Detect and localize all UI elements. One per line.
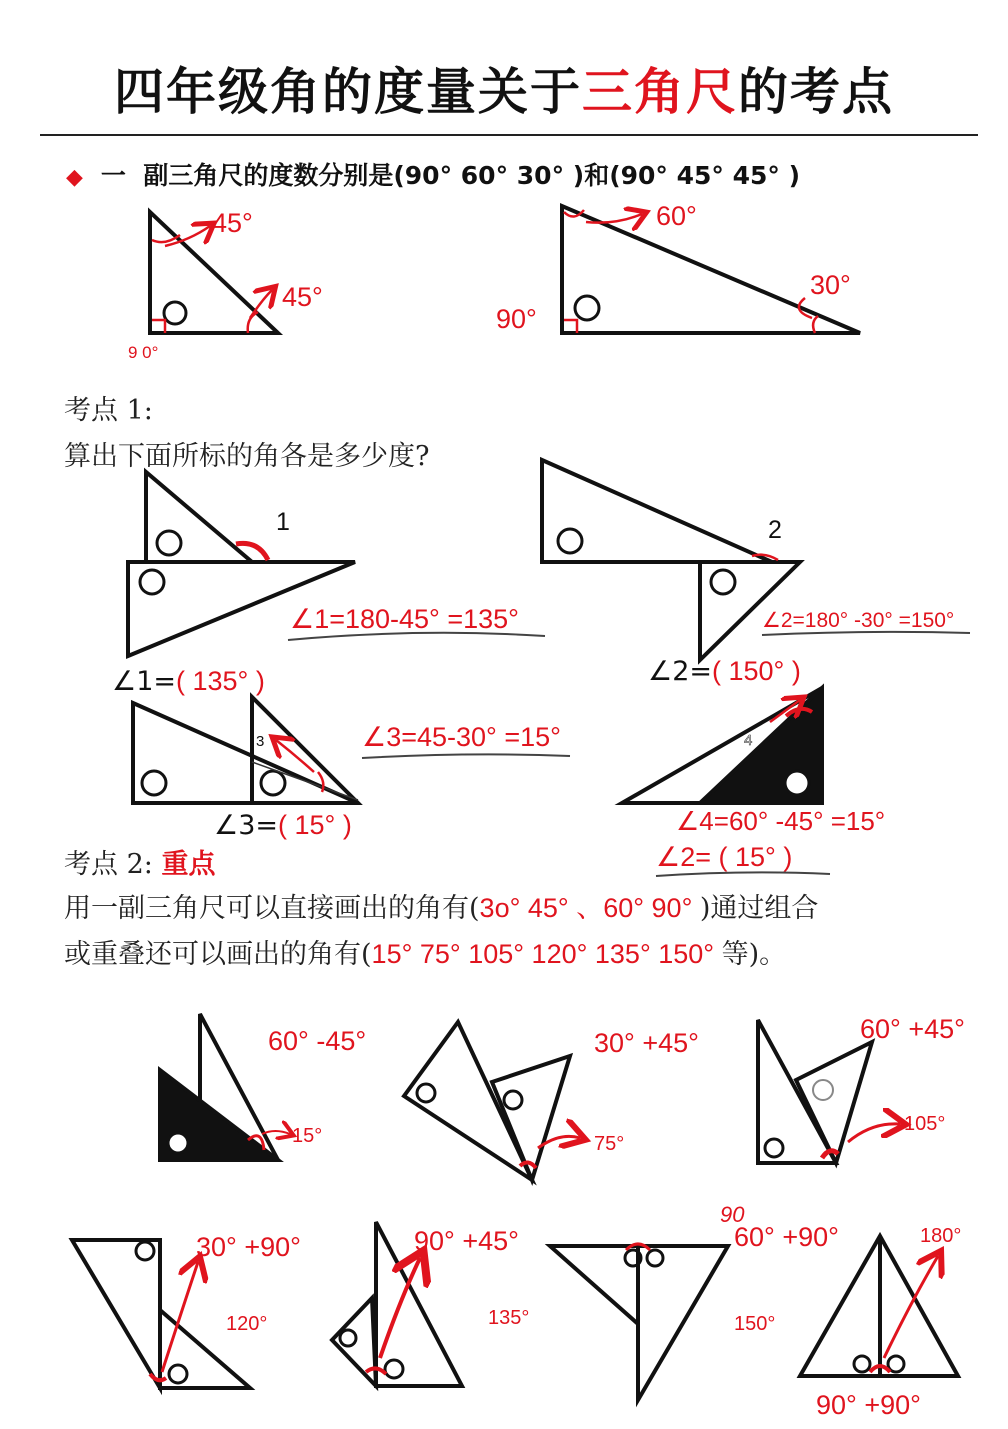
title-highlight: 三角尺: [582, 63, 738, 121]
point2-label: 考点 2: 重点: [64, 849, 216, 880]
point2-highlight: 重点: [161, 849, 216, 880]
q4-answer: ∠2= ( 15° ): [656, 842, 793, 872]
q3-work: ∠3=45-30° =15°: [362, 722, 561, 752]
combo-6-result: 150°: [734, 1313, 776, 1335]
q2-figure: [542, 460, 800, 660]
combo-4-figure: [72, 1240, 250, 1388]
q4-work: ∠4=60° -45° =15°: [676, 806, 886, 836]
combo-7-figure: [800, 1236, 958, 1376]
page-title: 四年级角的度量关于三角尺的考点: [114, 63, 894, 121]
combo-6-figure: [550, 1246, 728, 1400]
combo-2-formula: 30° +45°: [594, 1028, 699, 1058]
combo-7-formula: 90° +90°: [816, 1390, 921, 1420]
sq45-right-angle-label: 9 0°: [128, 343, 159, 362]
combo-1-result: 15°: [292, 1125, 323, 1147]
combo-2-result: 75°: [594, 1133, 625, 1155]
point1-label: 考点 1:: [64, 395, 153, 426]
q1-work: ∠1=180-45° =135°: [290, 604, 519, 634]
section1-heading: ◆ 一 副三角尺的度数分别是(90° 60° 30° )和(90° 45° 45° ): [66, 161, 801, 190]
q2-mark: 2: [768, 516, 782, 544]
combo-5-formula: 90° +45°: [414, 1226, 519, 1256]
combo-6-scribble: 90: [720, 1202, 745, 1227]
triangle-hole: [164, 302, 186, 324]
sq30-top-angle: 60°: [656, 201, 697, 231]
combo-2-figure: [404, 1022, 570, 1180]
para-line2: 或重叠还可以画出的角有(15° 75° 105° 120° 135° 150° 等)。: [64, 939, 787, 970]
combo-3-figure: [758, 1020, 872, 1163]
sq30-right-angle: 30°: [810, 270, 851, 300]
q3-mark: 3: [256, 733, 265, 750]
point1-question: 算出下面所标的角各是多少度?: [64, 441, 430, 472]
q2-answer: ∠2=( 150° ): [648, 656, 801, 687]
q2-work: ∠2=180° -30° =150°: [762, 609, 955, 632]
para-line1: 用一副三角尺可以直接画出的角有(3o° 45° 、60° 90° )通过组合: [64, 893, 819, 924]
combo-7-result: 180°: [920, 1225, 962, 1247]
diamond-bullet-icon: ◆: [66, 165, 83, 190]
combo-1-formula: 60° -45°: [268, 1026, 367, 1056]
combo-3-formula: 60° +45°: [860, 1014, 965, 1044]
combo-3-result: 105°: [904, 1113, 946, 1135]
sq30-right-angle-label: 90°: [496, 304, 537, 334]
sq45-top-angle: 45°: [212, 208, 253, 238]
combo-6-formula: 60° +90°: [734, 1222, 839, 1252]
combo-4-result: 120°: [226, 1313, 268, 1335]
q1-answer: ∠1=( 135° ): [112, 666, 265, 697]
sq45-right-angle: 45°: [282, 282, 323, 312]
triangle-hole: [575, 296, 599, 320]
combo-5-result: 135°: [488, 1307, 530, 1329]
q3-answer: ∠3=( 15° ): [214, 810, 352, 841]
combo-4-formula: 30° +90°: [196, 1232, 301, 1262]
q1-mark: 1: [276, 508, 290, 536]
q4-mark: 4: [744, 732, 753, 749]
q1-figure: [128, 472, 355, 656]
